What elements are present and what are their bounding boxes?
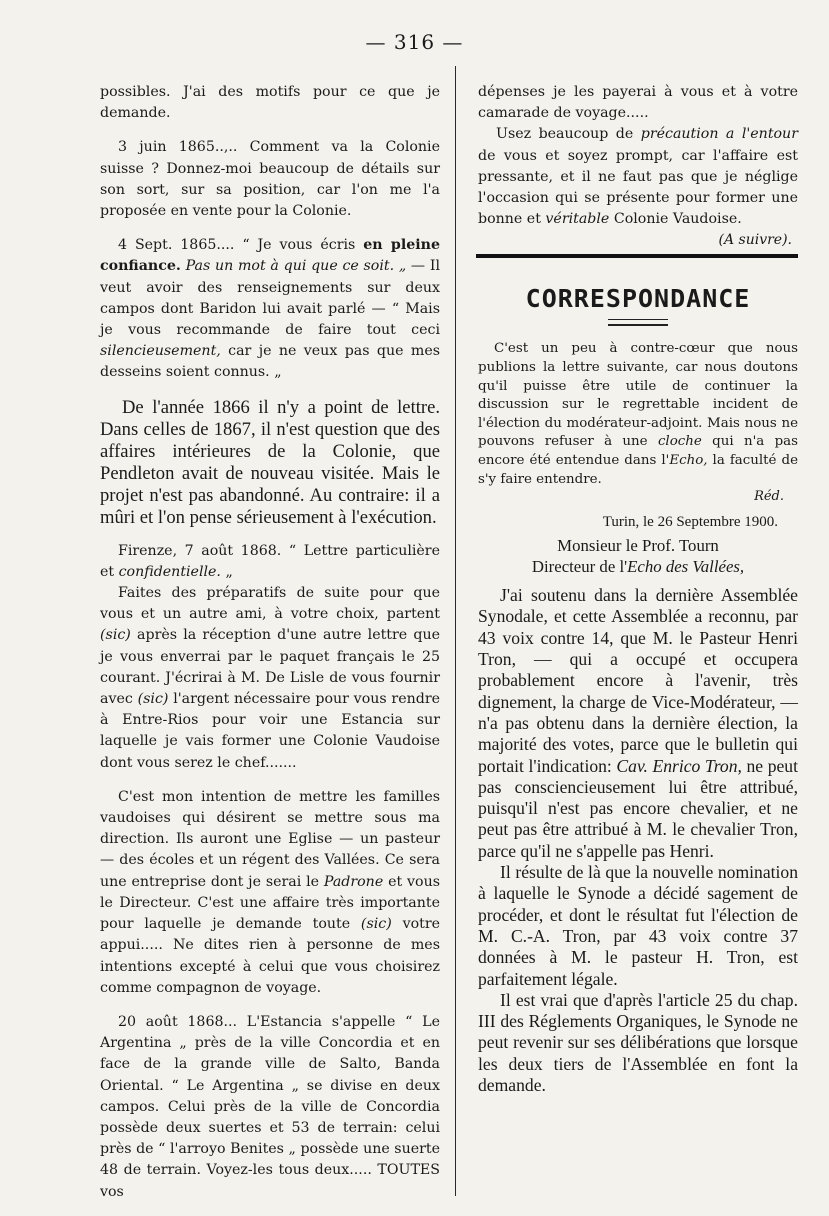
italic-text: (sic)	[360, 916, 392, 933]
text-run: — Il veut avoir des renseignements sur deux campos dont Baridon lui avait parlé — “ Mais je vous recommande de faire tout ceci	[100, 258, 440, 339]
paragraph: 20 août 1868... L'Estancia s'appelle “ Le Argentina „ près de la ville Concordia et en face de la grande ville de Salto, Banda Oriental. “ Le Argentina „ se divise en deux campos. Celui près de la ville de Concordia possède deux suertes et 53 de terrain: celui près de “ l'arroyo Benites „ possède une suerte 48 de terrain. Voyez-les tous deux..... TOUTES vos	[100, 1013, 440, 1200]
text-run: C'est mon intention de mettre les familles vaudoises qui désirent se mettre sous ma direction. Ils auront une Eglise — un pasteur — des écoles et un régent des Vallées. Ce sera une entreprise dont je serai le	[100, 788, 440, 890]
section-rule	[476, 254, 798, 258]
section-heading: CORRESPONDANCE	[525, 284, 751, 314]
text-run: Usez beaucoup de	[496, 126, 641, 143]
ornament-rule	[608, 319, 668, 326]
text-run: Colonie Vaudoise.	[609, 211, 742, 228]
text-run: Faites des préparatifs de suite pour que vous et un autre ami, à votre choix, partent	[100, 585, 440, 623]
paragraph	[100, 787, 440, 999]
column-divider	[455, 66, 456, 1196]
text-run: après la réception d'une autre lettre que je vous enverrai par le paquet français le 25 courant. J'écrirai à M. De Lisle de vous fournir avec	[100, 627, 440, 708]
italic-text: Pas un mot à qui que ce soit. „	[180, 258, 407, 275]
text-run: Firenze, 7 août 1868. “ Lettre particulière et	[100, 542, 440, 580]
large-paragraph: De l'année 1866 il n'y a point de lettre. Dans celles de 1867, il n'est question que des affaires intérieures de la Colonie, que Pendleton avait de nouveau visitée. Mais le projet n'est pas abandonné. Au contraire: il a mûri et l'on pense sérieusement à l'exécution.	[100, 396, 440, 528]
page-number: — 316 —	[365, 30, 464, 54]
paragraph	[100, 583, 440, 774]
text-run: de vous et soyez prompt, car l'affaire est pressante, et il ne faut pas que je néglige l'occasion qui se présente pour former une bonne et	[478, 147, 798, 228]
text-run: car je ne veux pas que mes desseins soient connus. „	[100, 343, 440, 381]
text-run: 4 Sept. 1865.... “ Je vous écris	[118, 237, 364, 254]
paragraph: possibles. J'ai des motifs pour ce que je demande.	[100, 84, 440, 122]
text-run: „	[220, 563, 233, 580]
italic-text: véritable	[545, 211, 610, 228]
letter-date: Turin, le 26 Septembre 1900.	[602, 514, 778, 531]
letter-paragraph: Il résulte de là que la nouvelle nomination à laquelle le Synode a décidé sagement de procéder, et dont le résultat fut l'élection de M. C.-A. Tron, par 43 voix contre 37 données à M. le pasteur H. Tron, est parfaitement légale.	[478, 862, 798, 989]
text-run: et vous le Directeur. C'est une affaire très importante pour laquelle je demande toute	[100, 873, 440, 933]
to-be-continued: (A suivre).	[718, 232, 792, 249]
paragraph	[100, 541, 440, 583]
text-run: l'argent nécessaire pour vous rendre à Entre-Rios pour voir une Estancia sur laquelle je vais former une Colonie Vaudoise dont vous serez le chef.......	[100, 691, 441, 771]
text-run: la faculté de s'y faire entendre.	[478, 452, 798, 487]
text-run: votre appui..... Ne dites rien à personne de mes intentions excepté à celui que vous choisirez comme compagnon de voyage.	[100, 916, 441, 996]
left-column	[100, 82, 440, 1216]
right-column	[478, 82, 798, 1096]
addressee	[478, 556, 798, 577]
editor-signature: Réd.	[754, 489, 784, 505]
italic-text: Cav. Enrico Tron,	[616, 755, 742, 776]
italic-text: Echo des Vallées,	[627, 557, 745, 577]
editorial-note	[478, 340, 798, 489]
text-run: Directeur de l'	[531, 557, 628, 577]
bold-text: en pleine confiance.	[100, 237, 440, 275]
paragraph	[478, 124, 798, 230]
text-run: C'est un peu à contre-cœur que nous publions la lettre suivante, car nous doutons qu'il puisse être utile de continuer la discussion sur le regrettable incident de l'élection du modérateur-adjoint. Mais nous ne pouvons refuser à une	[478, 341, 798, 450]
italic-text: Echo,	[669, 452, 708, 468]
text-run: ne peut pas consciencieusement lui être attribué, puisqu'il n'est pas encore chevalier, et ne peut pas être attribué à M. le chevalier Tron, parce qu'il ne s'appelle pas Henri.	[478, 755, 798, 861]
italic-text: silencieusement,	[100, 343, 221, 360]
paragraph: 3 juin 1865..,.. Comment va la Colonie suisse ? Donnez-moi beaucoup de détails sur son sort, sur sa position, car l'on me l'a proposée en vente pour la Colonie.	[100, 139, 440, 220]
italic-text: Padrone	[323, 873, 384, 890]
addressee: Monsieur le Prof. Tourn	[557, 536, 719, 556]
letter-paragraph	[478, 585, 798, 862]
text-run: qui n'a pas encore été entendue dans l'	[478, 434, 799, 468]
italic-text: confidentielle.	[118, 563, 221, 580]
italic-text: précaution a l'entour	[640, 126, 798, 143]
italic-text: (sic)	[137, 691, 169, 708]
paragraph	[100, 235, 440, 383]
text-run: J'ai soutenu dans la dernière Assemblée Synodale, et cette Assemblée a reconnu, par 43 voix contre 14, que M. le Pasteur Henri Tron, — qui a occupé et occupera probablement encore à l'avenir, très dignement, la charge de Vice-Modérateur, — n'a pas obtenu dans la dernière élection, la majorité des votes, parce que le bulletin qui portait l'indication:	[478, 585, 798, 776]
letter-paragraph: Il est vrai que d'après l'article 25 du chap. III des Réglements Organiques, le Synode ne peut revenir sur ses délibérations que lorsque les deux tiers de l'Assemblée en font la demande.	[478, 989, 798, 1095]
italic-text: (sic)	[100, 627, 131, 644]
italic-text: cloche	[657, 434, 702, 450]
paragraph: dépenses je les payerai à vous et à votre camarade de voyage.....	[478, 84, 798, 122]
